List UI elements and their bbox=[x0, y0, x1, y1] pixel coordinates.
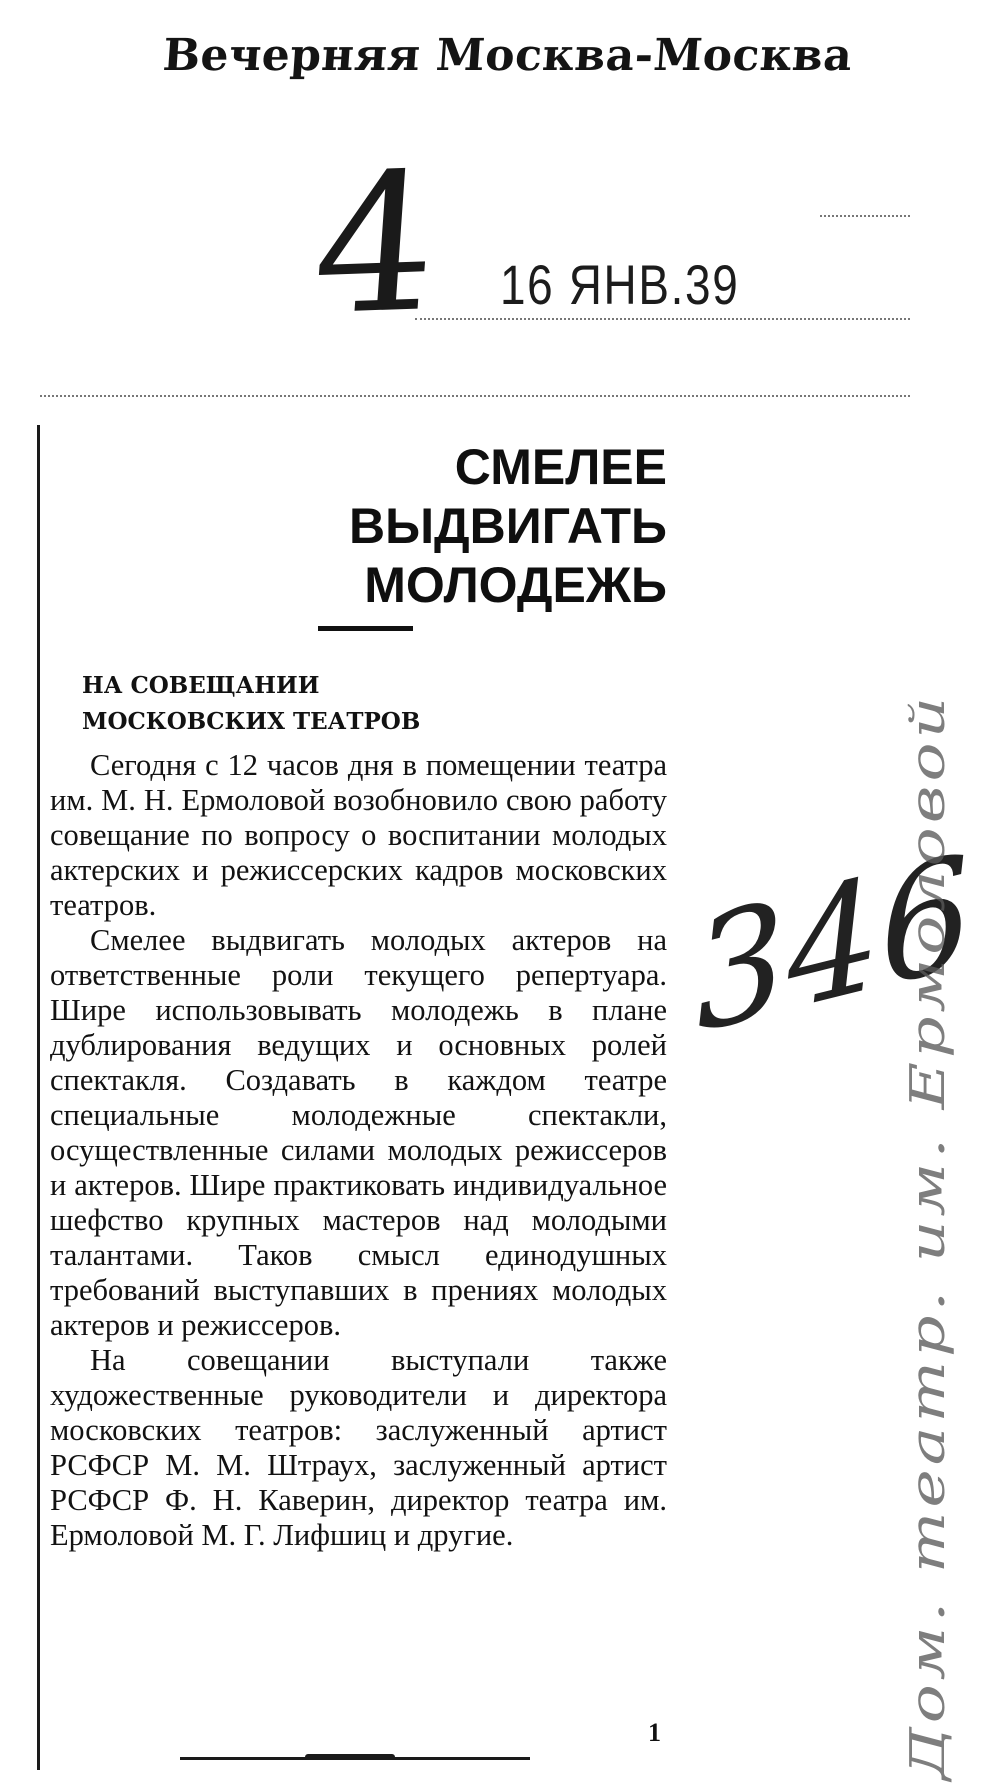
headline-divider bbox=[318, 626, 413, 631]
article-paragraph: Сегодня с 12 часов дня в помещении театра им. М. Н. Ермоловой возобновило свою работу совещание по вопросу о воспитании молодых актерских и режиссерских кадров московских театров. bbox=[50, 748, 667, 922]
handwritten-issue-number: 4 bbox=[307, 131, 444, 358]
header-dotted-line bbox=[40, 395, 910, 397]
subhead-line: МОСКОВСКИХ ТЕАТРОВ bbox=[82, 708, 421, 735]
date-stamp: 16 ЯНВ.39 bbox=[500, 253, 740, 316]
left-column-rule bbox=[37, 425, 40, 1770]
page-mark: 1 bbox=[648, 1718, 661, 1747]
handwritten-margin-note: Дом. театр. им. Ермоловой bbox=[900, 692, 956, 1780]
article-subhead bbox=[82, 668, 420, 740]
handwritten-catalog-number: 346 bbox=[688, 822, 979, 1068]
right-dotted-line bbox=[820, 215, 910, 217]
headline-line: МОЛОДЕЖЬ bbox=[364, 557, 667, 613]
article-end-rule-accent bbox=[305, 1754, 395, 1760]
article-paragraph: На совещании выступали также художественные руководители и директора московских театров: заслуженный артист РСФСР М. М. Штраух, заслуженный артист РСФСР Ф. Н. Каверин, директор театра им. Ермоловой М. Г. Лифшиц и другие. bbox=[50, 1343, 667, 1552]
article-paragraph: Смелее выдвигать молодых актеров на ответственные роли текущего репертуара. Шире использовывать молодежь в плане дублирования ведущих и основных ролей спектакля. Создавать в каждом театре специальные молодежные спектакли, осуществленные силами молодых режиссеров и актеров. Шире практиковать индивидуальное шефство крупных мастеров над молодыми талантами. Таков смысл единодушных требований выступавших в прениях молодых актеров и режиссеров. bbox=[50, 923, 667, 1342]
article-body bbox=[50, 748, 667, 1553]
article-headline bbox=[349, 438, 667, 615]
headline-line: ВЫДВИГАТЬ bbox=[348, 498, 667, 554]
subhead-line: НА СОВЕЩАНИИ bbox=[82, 672, 320, 699]
date-dotted-line bbox=[415, 318, 910, 320]
headline-line: СМЕЛЕЕ bbox=[454, 439, 667, 495]
source-stamp: Вечерняя Москва-Москва bbox=[161, 30, 855, 81]
